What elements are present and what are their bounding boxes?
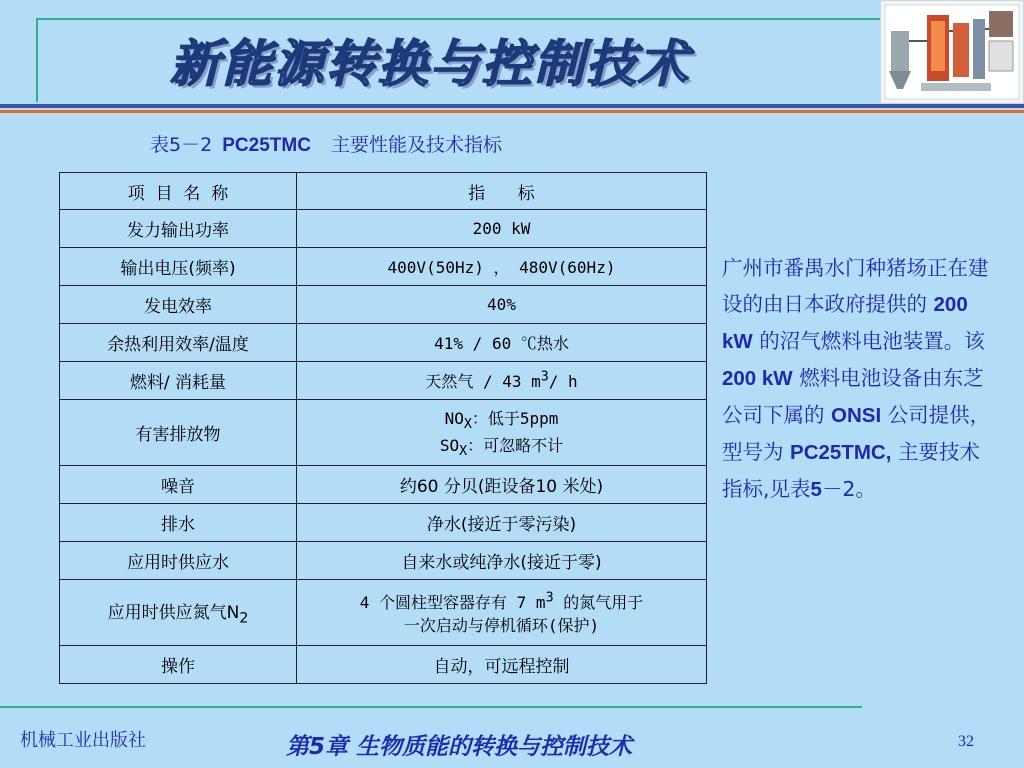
value-line [303,433,700,459]
table-row [60,504,707,542]
publisher-name: 机械工业出版社 [20,730,146,751]
row-name: 输出电压(频率) [60,248,297,286]
row-value [297,362,707,400]
header-cell-spec: 指 标 [297,173,707,210]
row-value: 自来水或纯净水(接近于零) [297,542,707,580]
value-subscript: X [463,417,472,433]
frame-top-line [36,18,904,20]
footer-line [0,706,862,708]
row-name: 发电效率 [60,286,297,324]
desc-text: 的沼气燃料电池装置。该 [759,329,985,353]
caption-text: 主要性能及技术指标 [330,134,502,156]
value-line: 一次启动与停机循环(保护) [403,615,600,635]
desc-text: －2。 [821,477,876,501]
row-name: 噪音 [60,466,297,504]
value-text: 的氮气用于 [553,592,644,612]
value-text: NO [444,409,464,429]
table-caption [150,130,502,157]
frame-left-line [36,18,38,102]
table-row [60,248,707,286]
value-superscript: 3 [545,590,554,606]
table-row [60,286,707,324]
row-name: 操作 [60,646,297,684]
desc-text-en: PC25TMC, [790,441,892,464]
header-stripe-orange [0,110,1024,113]
desc-text: 广州市番禺水门种猪场正在建设的由日本政府提供的 [722,256,989,316]
desc-text-en: 200 kW [722,367,793,390]
row-value [297,400,707,466]
header-stripe-blue [0,104,1024,108]
value-text: SO [439,435,460,455]
row-name: 发力输出功率 [60,210,297,248]
row-name: 有害排放物 [60,400,297,466]
description-paragraph [722,250,992,508]
row-name [60,580,297,646]
row-value: 自动，可远程控制 [297,646,707,684]
desc-text: 公司提供，型号为 [722,403,991,464]
page-title: 新能源转换与控制技术 [170,35,690,93]
row-name: 应用时供应水 [60,542,297,580]
desc-text-en: ONSI [831,404,882,427]
caption-number: 表5－2 [150,134,213,156]
table-row [60,646,707,684]
table-row [60,362,707,400]
spec-table [59,172,707,684]
row-value: 41% / 60 ℃热水 [297,324,707,362]
desc-text-en: 200 kW [722,293,968,353]
row-value [297,580,707,646]
value-subscript: X [459,443,468,459]
table-row [60,466,707,504]
row-value: 400V(50Hz) ， 480V(60Hz) [297,248,707,286]
value-superscript: 3 [540,369,549,385]
table-header-row [60,173,707,210]
value-text: ：低于5ppm [471,409,559,429]
row-value: 40% [297,286,707,324]
row-value: 净水(接近于零污染) [297,504,707,542]
caption-model: PC25TMC [222,135,311,156]
chapter-title: 第5章 生物质能的转换与控制技术 [286,734,633,760]
table-row [60,400,707,466]
table-row [60,580,707,646]
desc-text: 燃料电池设备由东芝公司下属的 [722,366,984,427]
value-text: ：可忽略不计 [467,435,564,455]
name-text: 应用时供应氮气N [107,603,240,624]
value-text: / h [548,372,578,391]
header-cell-item: 项 目 名 称 [60,173,297,210]
boiler-diagram-thumbnail [880,0,1024,104]
row-value: 约60 分贝(距设备10 米处) [297,466,707,504]
table-row [60,324,707,362]
name-subscript: 2 [239,610,249,627]
desc-text-en: 5 [810,478,822,501]
value-text: 天然气 / 43 m [425,372,541,391]
row-name: 余热利用效率/温度 [60,324,297,362]
row-value: 200 kW [297,210,707,248]
row-name: 燃料/ 消耗量 [60,362,297,400]
value-text: 4 个圆柱型容器存有 7 m [359,592,546,612]
page-number: 32 [958,733,974,750]
value-line [303,406,700,432]
table-row [60,210,707,248]
desc-text: 主要技术指标,见表 [722,440,980,501]
table-row [60,542,707,580]
row-name: 排水 [60,504,297,542]
value-line [303,590,700,613]
